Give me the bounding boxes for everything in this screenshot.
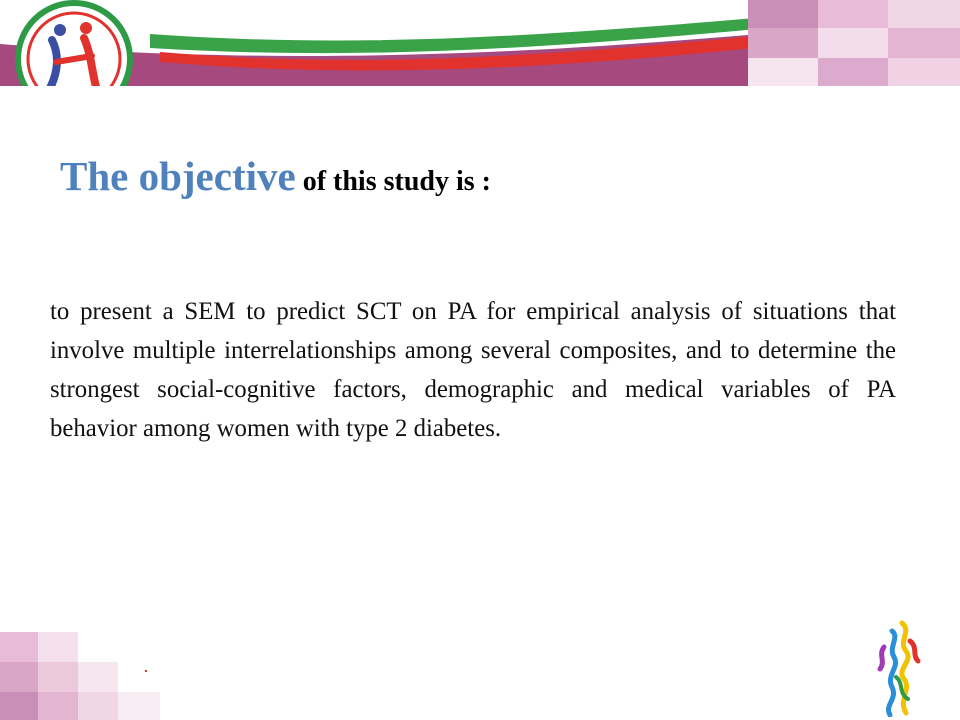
red-dot <box>145 670 147 672</box>
body-paragraph: to present a SEM to predict SCT on PA for empirical analysis of situations that involve multiple interrelationships among several composites, and to determine the strongest social-cognitive factors, demographic and medical variables of PA behavior among women with type 2 diabetes. <box>50 298 896 442</box>
runner-figure-icon <box>868 617 928 717</box>
decorative-tiles-top <box>748 0 960 86</box>
header-banner <box>0 0 960 86</box>
decorative-tiles-bottom <box>0 632 160 720</box>
slide-title <box>60 152 491 200</box>
title-accent: The objective <box>60 153 296 199</box>
logo-emblem <box>0 0 148 86</box>
title-rest: of this study is : <box>295 166 491 197</box>
